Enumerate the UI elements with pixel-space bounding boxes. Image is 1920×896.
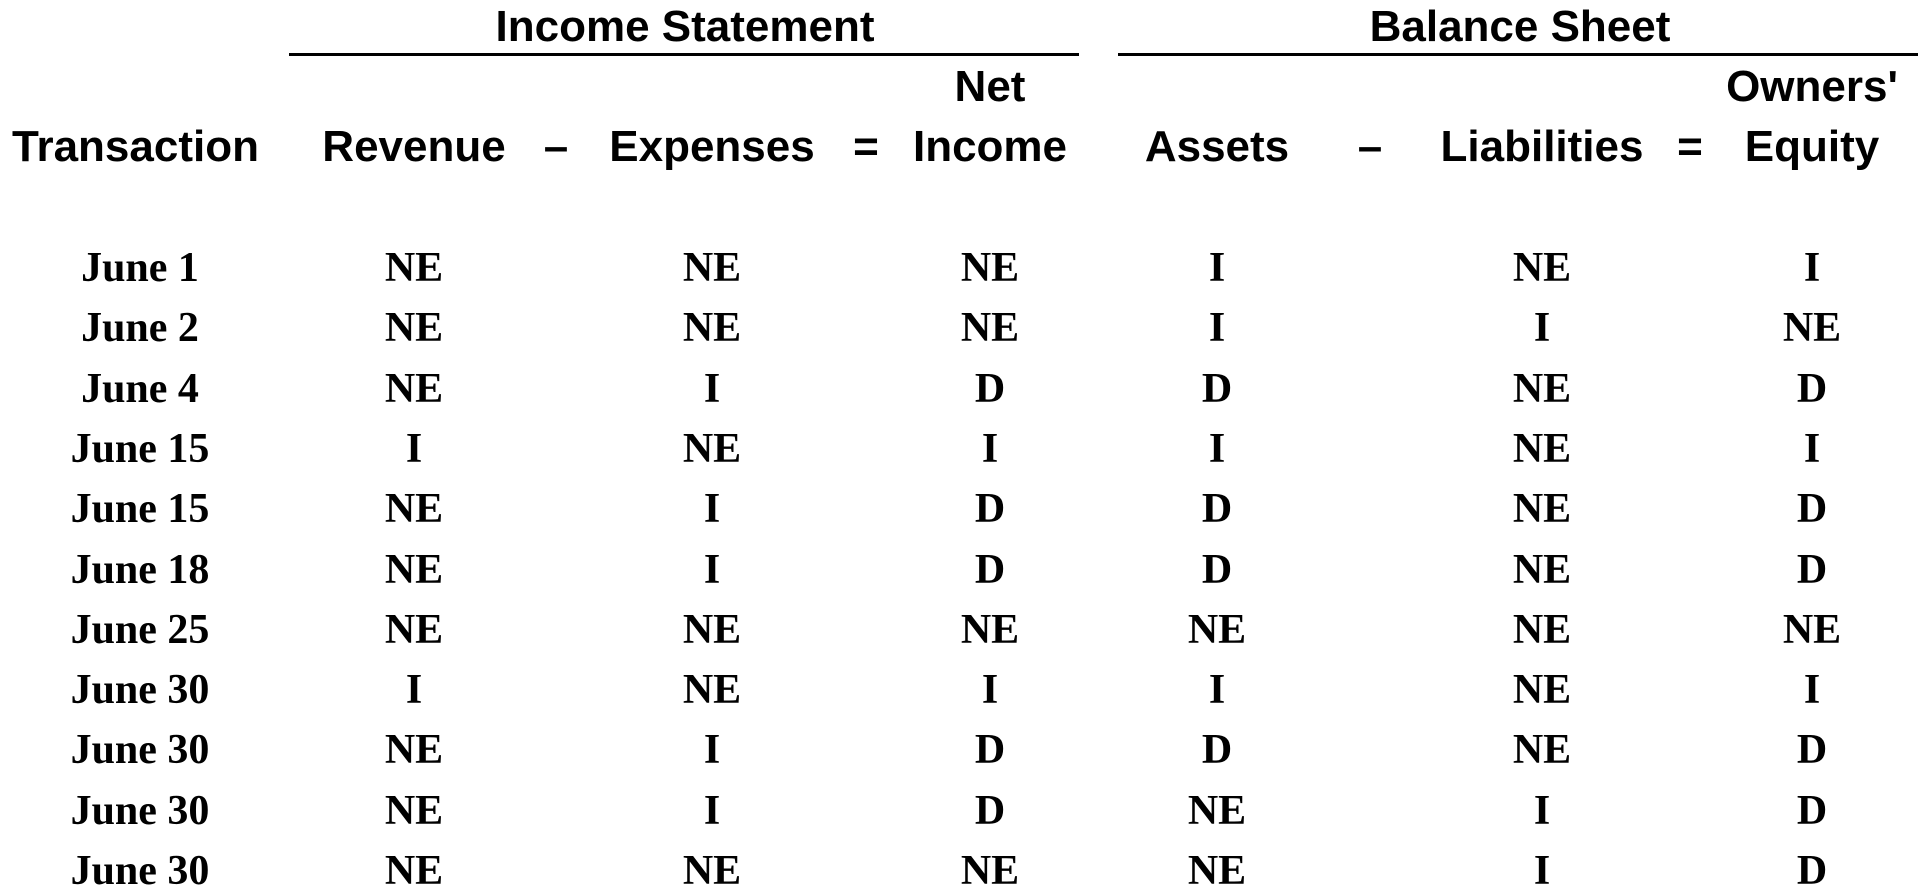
net-income-cell: NE [960, 305, 1020, 351]
assets-cell: D [1201, 486, 1233, 532]
assets-cell: I [1208, 667, 1226, 713]
header-net-line1: Net [954, 62, 1026, 111]
balance-sheet-title: Balance Sheet [1369, 2, 1671, 51]
revenue-cell: NE [384, 788, 444, 834]
liabilities-cell: NE [1512, 607, 1572, 653]
assets-cell: NE [1187, 788, 1247, 834]
revenue-cell: NE [384, 848, 444, 894]
revenue-cell: NE [384, 607, 444, 653]
net-income-cell: D [974, 547, 1006, 593]
expenses-cell: NE [682, 305, 742, 351]
expenses-cell: NE [682, 667, 742, 713]
revenue-cell: NE [384, 245, 444, 291]
income-statement-rule [289, 53, 1079, 56]
net-income-cell: NE [960, 848, 1020, 894]
expenses-cell: NE [682, 607, 742, 653]
expenses-cell: I [703, 727, 721, 773]
transaction-date: June 15 [70, 486, 210, 532]
transaction-date: June 15 [70, 426, 210, 472]
liabilities-cell: NE [1512, 727, 1572, 773]
assets-cell: NE [1187, 607, 1247, 653]
transaction-date: June 4 [81, 366, 199, 412]
owners-equity-cell: I [1803, 426, 1821, 472]
revenue-cell: I [405, 426, 423, 472]
header-equals-operator: = [853, 122, 879, 171]
assets-cell: NE [1187, 848, 1247, 894]
owners-equity-cell: I [1803, 667, 1821, 713]
liabilities-cell: I [1533, 305, 1551, 351]
owners-equity-cell: NE [1782, 607, 1842, 653]
header-transaction: Transaction [12, 122, 259, 171]
header-assets: Assets [1144, 122, 1290, 171]
balance-sheet-rule [1118, 53, 1918, 56]
header-liabilities: Liabilities [1440, 122, 1644, 171]
net-income-cell: D [974, 727, 1006, 773]
expenses-cell: I [703, 547, 721, 593]
liabilities-cell: NE [1512, 486, 1572, 532]
liabilities-cell: I [1533, 788, 1551, 834]
revenue-cell: NE [384, 547, 444, 593]
transaction-date: June 30 [70, 727, 210, 773]
net-income-cell: NE [960, 607, 1020, 653]
assets-cell: I [1208, 305, 1226, 351]
revenue-cell: NE [384, 486, 444, 532]
liabilities-cell: NE [1512, 245, 1572, 291]
liabilities-cell: NE [1512, 667, 1572, 713]
header-net-income-line2: Income [912, 122, 1068, 171]
owners-equity-cell: D [1796, 788, 1828, 834]
net-income-cell: D [974, 788, 1006, 834]
revenue-cell: I [405, 667, 423, 713]
transaction-date: June 30 [70, 667, 210, 713]
header-expenses: Expenses [609, 122, 815, 171]
transaction-date: June 2 [81, 305, 199, 351]
liabilities-cell: NE [1512, 547, 1572, 593]
assets-cell: D [1201, 366, 1233, 412]
liabilities-cell: NE [1512, 426, 1572, 472]
header-minus-operator: – [543, 122, 569, 171]
owners-equity-cell: D [1796, 848, 1828, 894]
owners-equity-cell: D [1796, 366, 1828, 412]
header-revenue: Revenue [322, 122, 506, 171]
transaction-date: June 30 [70, 788, 210, 834]
owners-equity-cell: D [1796, 727, 1828, 773]
liabilities-cell: I [1533, 848, 1551, 894]
header-equals-operator-2: = [1677, 122, 1703, 171]
transaction-date: June 25 [70, 607, 210, 653]
net-income-cell: NE [960, 245, 1020, 291]
expenses-cell: I [703, 486, 721, 532]
owners-equity-cell: I [1803, 245, 1821, 291]
net-income-cell: D [974, 366, 1006, 412]
owners-equity-cell: NE [1782, 305, 1842, 351]
assets-cell: D [1201, 727, 1233, 773]
expenses-cell: I [703, 788, 721, 834]
revenue-cell: NE [384, 305, 444, 351]
header-owners-line1: Owners' [1726, 62, 1898, 111]
transaction-date: June 1 [81, 245, 199, 291]
revenue-cell: NE [384, 727, 444, 773]
liabilities-cell: NE [1512, 366, 1572, 412]
net-income-cell: I [981, 667, 999, 713]
net-income-cell: I [981, 426, 999, 472]
expenses-cell: NE [682, 245, 742, 291]
transaction-date: June 18 [70, 547, 210, 593]
header-minus-operator-2: – [1357, 122, 1383, 171]
income-statement-title: Income Statement [495, 2, 875, 51]
transaction-date: June 30 [70, 848, 210, 894]
net-income-cell: D [974, 486, 1006, 532]
owners-equity-cell: D [1796, 486, 1828, 532]
assets-cell: I [1208, 245, 1226, 291]
expenses-cell: NE [682, 848, 742, 894]
assets-cell: D [1201, 547, 1233, 593]
expenses-cell: NE [682, 426, 742, 472]
assets-cell: I [1208, 426, 1226, 472]
expenses-cell: I [703, 366, 721, 412]
revenue-cell: NE [384, 366, 444, 412]
owners-equity-cell: D [1796, 547, 1828, 593]
header-owners-equity-line2: Equity [1744, 122, 1880, 171]
